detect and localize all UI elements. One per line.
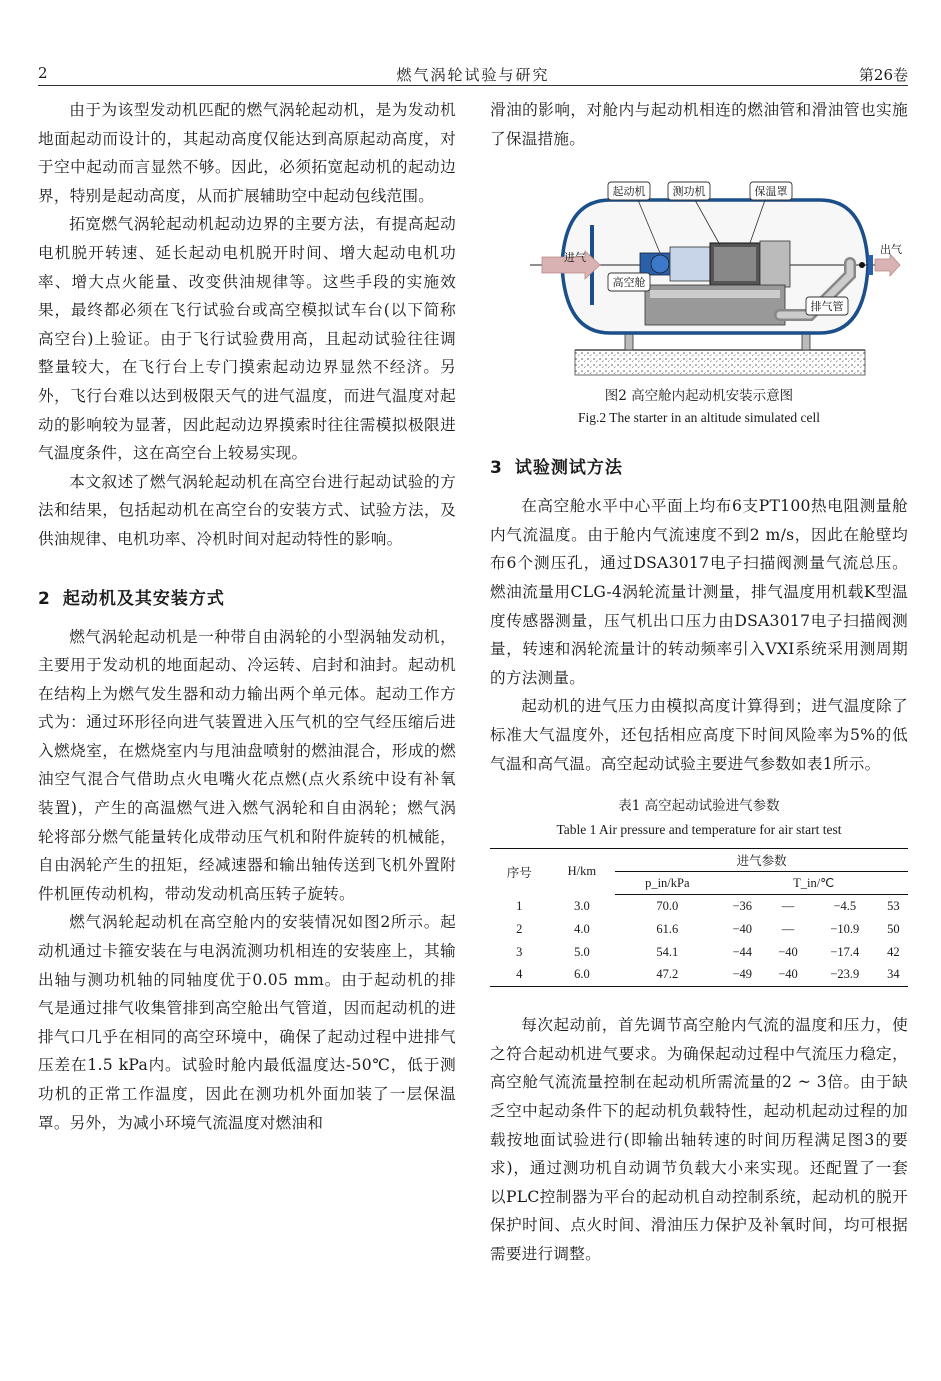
table-cell: 61.6 bbox=[656, 921, 679, 936]
svg-text:排气管: 排气管 bbox=[810, 300, 844, 314]
table-cell: −17.4 bbox=[830, 944, 860, 959]
table-cell: 50 bbox=[887, 921, 900, 936]
table-cell: −23.9 bbox=[811, 964, 879, 987]
paragraph: 拓宽燃气涡轮起动机起动边界的主要方法，有提高起动电机脱开转速、延长起动电机脱开时间、增大起动电机功率、增大点火能量、改变供油规律等。这些手段的实施效果，最终都必须在飞行试验台或高空模拟试车台(以下简称高空台)上验证。由于飞行试验费用高，且起动试验往往调整量较大，在飞行台上专门摸索起动边界显然不经济。另外，飞行台难以达到极限天气的进气温度，而进气温度对起动的影响较为显著，因此起动边界摸索时往往需模拟极限进气温度条件，这在高空台上较易实现。 bbox=[38, 215, 456, 463]
section-title: 试验测试方法 bbox=[514, 458, 623, 479]
table-cell: −40 bbox=[732, 921, 752, 936]
left-column bbox=[38, 96, 456, 1137]
table-row bbox=[490, 918, 908, 941]
section-number: 2 bbox=[38, 588, 51, 609]
col-header-h: H/km bbox=[549, 849, 616, 895]
col-header-p: p_in/kPa bbox=[615, 872, 719, 895]
right-column bbox=[490, 96, 908, 1268]
label-cell bbox=[608, 273, 650, 291]
svg-text:高空舱: 高空舱 bbox=[612, 276, 646, 290]
paragraph: 在高空舱水平中心平面上均布6支PT100热电阻测量舱内气流温度。由于舱内气流速度不到2 m/s，因此在舱壁均布6个测压孔，通过DSA3017电子扫描阀测量气流总压。燃油流量用CLG-4涡轮流量计测量，排气温度用机载K型温度传感器测量，压气机出口压力由DSA3017电子扫描阀测量，转速和涡轮流量计的转动频率引入VXI系统采用测周期的方法测量。 bbox=[490, 497, 908, 687]
table-cell: 34 bbox=[879, 964, 908, 987]
table-cell: 6.0 bbox=[549, 964, 616, 987]
table-cell: 5.0 bbox=[574, 944, 590, 959]
ground bbox=[575, 350, 865, 375]
page-number: 2 bbox=[38, 64, 48, 82]
label-exhaust bbox=[806, 297, 848, 315]
table-row bbox=[490, 895, 908, 918]
table-cell: 70.0 bbox=[656, 898, 679, 913]
col-header-t: T_in/℃ bbox=[719, 872, 908, 895]
table-cell: −44 bbox=[732, 944, 752, 959]
figure-caption-en: Fig.2 The starter in an altitude simulated cell bbox=[578, 410, 820, 426]
paragraph: 由于为该型发动机匹配的燃气涡轮起动机，是为发动机地面起动而设计的，其起动高度仅能达到高原起动高度，对于空中起动而言显然不够。因此，必须拓宽起动机的起动边界，特别是起动高度，从而扩展辅助空中起动包线范围。 bbox=[38, 101, 456, 205]
table-caption-en: Table 1 Air pressure and temperature for air start test bbox=[556, 822, 842, 838]
table-cell: −49 bbox=[719, 964, 765, 987]
section-heading bbox=[38, 584, 456, 609]
svg-text:起动机: 起动机 bbox=[612, 185, 646, 199]
table-cell: −40 bbox=[765, 964, 811, 987]
table-cell: −4.5 bbox=[833, 898, 857, 913]
figure-2 bbox=[490, 165, 908, 385]
table-cell: — bbox=[781, 898, 795, 913]
table-cell: −36 bbox=[732, 898, 752, 913]
label-outlet: 出气 bbox=[880, 243, 902, 257]
table-cell: 4.0 bbox=[574, 921, 590, 936]
table-cell: 54.1 bbox=[656, 944, 679, 959]
installation-diagram bbox=[490, 165, 908, 385]
table-cell: 47.2 bbox=[615, 964, 719, 987]
page-header bbox=[38, 62, 908, 86]
table-row bbox=[490, 941, 908, 964]
paragraph: 本文叙述了燃气涡轮起动机在高空台进行起动试验的方法和结果，包括起动机在高空台的安装方式、试验方法，及供油规律、电机功率、冷机时间对起动特性的影响。 bbox=[38, 472, 456, 548]
col-header-no: 序号 bbox=[490, 849, 549, 895]
paragraph: 每次起动前，首先调节高空舱内气流的温度和压力，使之符合起动机进气要求。为确保起动过程中气流压力稳定，高空舱气流流量控制在起动机所需流量的2 ~ 3倍。由于缺乏空中起动条件下的起动机负载特性，起动机起动过程的加载按地面试验进行(即输出轴转速的时间历程满足图3的要求)，通过测功机自动调节负载大小来实现。还配置了一套以PLC控制器为平台的起动机自动控制系统，起动机的脱开保护时间、点火时间、滑油压力保护及补氧时间，均可根据需要进行调整。 bbox=[490, 1016, 908, 1263]
table-cell: −40 bbox=[778, 944, 798, 959]
volume-label: 第26卷 bbox=[858, 66, 908, 84]
paragraph: 起动机的进气压力由模拟高度计算得到；进气温度除了标准大气温度外，还包括相应高度下时间风险率为5%的低气温和高气温。高空起动试验主要进气参数如表1所示。 bbox=[490, 697, 908, 773]
table-cell: 3.0 bbox=[574, 898, 590, 913]
table-cell: 42 bbox=[887, 944, 900, 959]
paragraph: 滑油的影响，对舱内与起动机相连的燃油管和滑油管也实施了保温措施。 bbox=[490, 101, 908, 148]
table-cell: 2 bbox=[516, 921, 523, 936]
svg-text:测功机: 测功机 bbox=[672, 185, 706, 199]
outlet-arrow bbox=[875, 254, 900, 276]
table-cell: 3 bbox=[516, 944, 523, 959]
table-cell: 4 bbox=[490, 964, 549, 987]
figure-caption-zh: 图2 高空舱内起动机安装示意图 bbox=[604, 388, 794, 405]
label-inlet: 进气 bbox=[564, 251, 586, 265]
section-number: 3 bbox=[490, 458, 503, 479]
paragraph: 燃气涡轮起动机在高空舱内的安装情况如图2所示。起动机通过卡箍安装在与电涡流测功机相连的安装座上，其输出轴与测功机轴的同轴度优于0.05 mm。由于起动机的排气是通过排气收集管排到高空舱出气管道，因而起动机的进排气口几乎在相同的高空环境中，确保了起动过程中进排气压差在1.5 kPa内。试验时舱内最低温度达-50℃，低于测功机的正常工作温度，因此在测功机外面加装了一层保温罩。另外，为减小环境气流温度对燃油和 bbox=[38, 913, 456, 1132]
col-header-group: 进气参数 bbox=[615, 849, 908, 872]
paragraph: 燃气涡轮起动机是一种带自由涡轮的小型涡轴发动机，主要用于发动机的地面起动、冷运转、启封和油封。起动机在结构上为燃气发生器和动力输出两个单元体。起动工作方式为：通过环形径向进气装置进入压气机的空气经压缩后进入燃烧室，在燃烧室内与甩油盘喷射的燃油混合，形成的燃油空气混合气借助点火电嘴火花点燃(点火系统中设有补氧装置)，产生的高温燃气进入燃气涡轮和自由涡轮；燃气涡轮将部分燃气能量转化成带动压气机和附件旋转的机械能，自由涡轮产生的扭矩，经减速器和输出轴传送到飞机外置附件机匣传动机构，带动发动机高压转子旋转。 bbox=[38, 627, 456, 903]
intake-parameter-table bbox=[490, 848, 908, 987]
table-cell: 53 bbox=[887, 898, 900, 913]
journal-title: 燃气涡轮试验与研究 bbox=[396, 66, 550, 84]
section-heading bbox=[490, 453, 908, 478]
table-cell: — bbox=[781, 921, 795, 936]
table-cell: 1 bbox=[516, 898, 523, 913]
section-title: 起动机及其安装方式 bbox=[62, 588, 225, 609]
table-cell: −10.9 bbox=[830, 921, 860, 936]
table-caption-zh: 表1 高空起动试验进气参数 bbox=[618, 798, 780, 815]
svg-text:保温罩: 保温罩 bbox=[754, 185, 788, 199]
table-row bbox=[490, 964, 908, 987]
